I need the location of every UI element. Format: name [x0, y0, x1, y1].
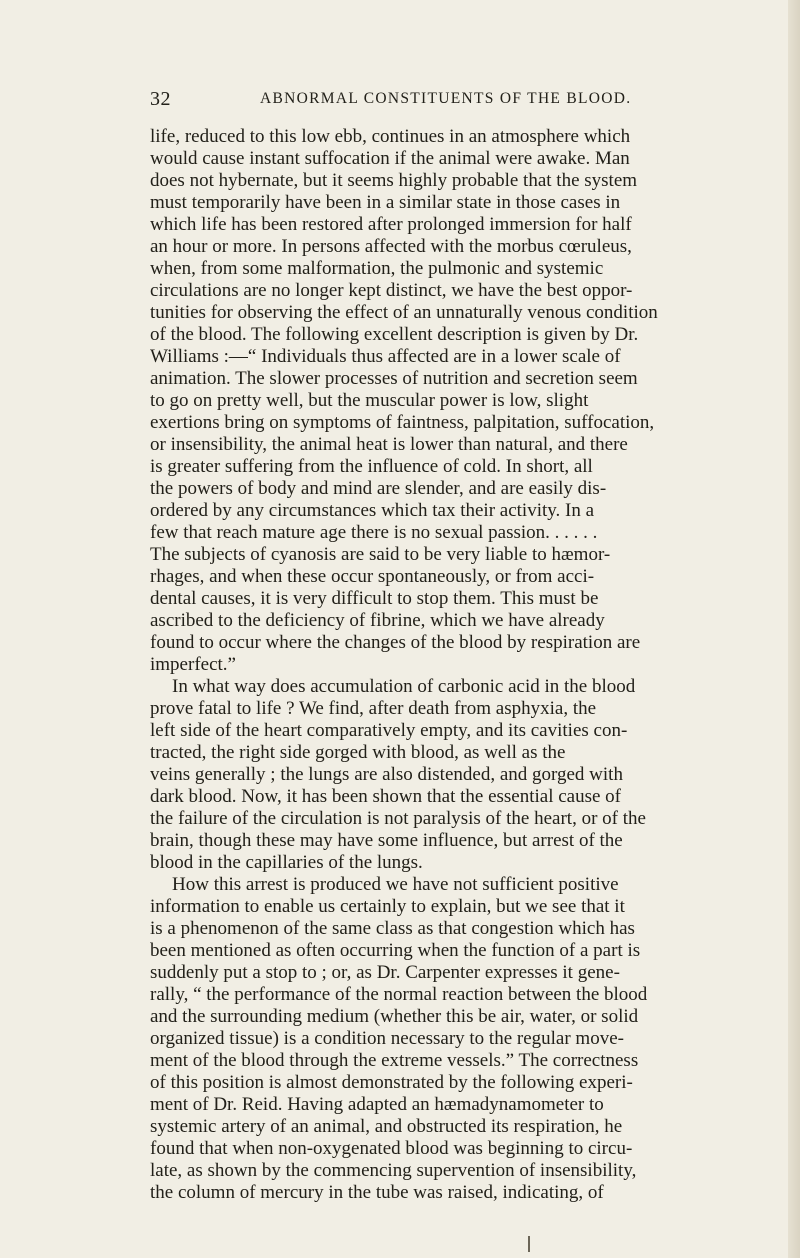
text-line: dark blood. Now, it has been shown that the essential cause of	[150, 786, 622, 807]
text-line: does not hybernate, but it seems highly probable that the system	[150, 170, 638, 191]
text-line: of the blood. The following excellent description is given by Dr.	[150, 324, 639, 345]
text-line: exertions bring on symptoms of faintness, palpitation, suffocation,	[150, 412, 655, 433]
text-line: brain, though these may have some influence, but arrest of the	[150, 830, 623, 851]
text-line: of this position is almost demonstrated by the following experi-	[150, 1072, 633, 1093]
text-line: organized tissue) is a condition necessary to the regular move-	[150, 1028, 624, 1049]
text-line: or insensibility, the animal heat is lower than natural, and there	[150, 434, 628, 455]
body-text	[150, 126, 773, 1204]
text-line: to go on pretty well, but the muscular power is low, slight	[150, 390, 589, 411]
running-head: ABNORMAL CONSTITUENTS OF THE BLOOD.	[260, 90, 632, 107]
text-line: ment of Dr. Reid. Having adapted an hæmadynamometer to	[150, 1094, 604, 1115]
page-number: 32	[150, 88, 171, 110]
text-line: tunities for observing the effect of an unnaturally venous condition	[150, 302, 658, 323]
text-line: found that when non-oxygenated blood was beginning to circu-	[150, 1138, 633, 1159]
text-line: The subjects of cyanosis are said to be very liable to hæmor-	[150, 544, 611, 565]
text-line: late, as shown by the commencing supervention of insensibility,	[150, 1160, 637, 1181]
text-line: and the surrounding medium (whether this be air, water, or solid	[150, 1006, 639, 1027]
page-header	[150, 88, 710, 112]
text-line: when, from some malformation, the pulmonic and systemic	[150, 258, 604, 279]
text-line: veins generally ; the lungs are also distended, and gorged with	[150, 764, 623, 785]
text-line: the powers of body and mind are slender, and are easily dis-	[150, 478, 607, 499]
text-line: been mentioned as often occurring when the function of a part is	[150, 940, 641, 961]
text-line: would cause instant suffocation if the animal were awake. Man	[150, 148, 630, 169]
text-line: is a phenomenon of the same class as that congestion which has	[150, 918, 635, 939]
page-mark	[528, 1236, 530, 1252]
text-line: How this arrest is produced we have not sufficient positive	[172, 874, 619, 895]
text-line: suddenly put a stop to ; or, as Dr. Carpenter expresses it gene-	[150, 962, 620, 983]
text-line: dental causes, it is very difficult to stop them. This must be	[150, 588, 599, 609]
text-line: imperfect.”	[150, 654, 236, 675]
text-line: rhages, and when these occur spontaneously, or from acci-	[150, 566, 595, 587]
text-line: ment of the blood through the extreme vessels.” The correctness	[150, 1050, 639, 1071]
text-line: information to enable us certainly to explain, but we see that it	[150, 896, 625, 917]
page-edge	[788, 0, 800, 1258]
text-line: found to occur where the changes of the blood by respiration are	[150, 632, 641, 653]
text-line: blood in the capillaries of the lungs.	[150, 852, 423, 873]
text-line: animation. The slower processes of nutrition and secretion seem	[150, 368, 638, 389]
text-line: rally, “ the performance of the normal reaction between the blood	[150, 984, 648, 1005]
text-line: life, reduced to this low ebb, continues in an atmosphere which	[150, 126, 631, 147]
text-line: ascribed to the deficiency of fibrine, which we have already	[150, 610, 605, 631]
text-line: tracted, the right side gorged with blood, as well as the	[150, 742, 566, 763]
text-line: must temporarily have been in a similar state in those cases in	[150, 192, 621, 213]
text-line: left side of the heart comparatively empty, and its cavities con-	[150, 720, 628, 741]
text-line: Williams :—“ Individuals thus affected are in a lower scale of	[150, 346, 621, 367]
text-line: ordered by any circumstances which tax their activity. In a	[150, 500, 595, 521]
text-line: the failure of the circulation is not paralysis of the heart, or of the	[150, 808, 646, 829]
text-line: systemic artery of an animal, and obstructed its respiration, he	[150, 1116, 623, 1137]
text-line: is greater suffering from the influence of cold. In short, all	[150, 456, 593, 477]
text-line: circulations are no longer kept distinct, we have the best oppor-	[150, 280, 633, 301]
text-line: few that reach mature age there is no sexual passion. . . . . .	[150, 522, 598, 543]
text-line: an hour or more. In persons affected with the morbus cœruleus,	[150, 236, 632, 257]
text-line: In what way does accumulation of carbonic acid in the blood	[172, 676, 636, 697]
text-line: the column of mercury in the tube was raised, indicating, of	[150, 1182, 604, 1203]
text-line: prove fatal to life ? We find, after death from asphyxia, the	[150, 698, 597, 719]
text-line: which life has been restored after prolonged immersion for half	[150, 214, 632, 235]
